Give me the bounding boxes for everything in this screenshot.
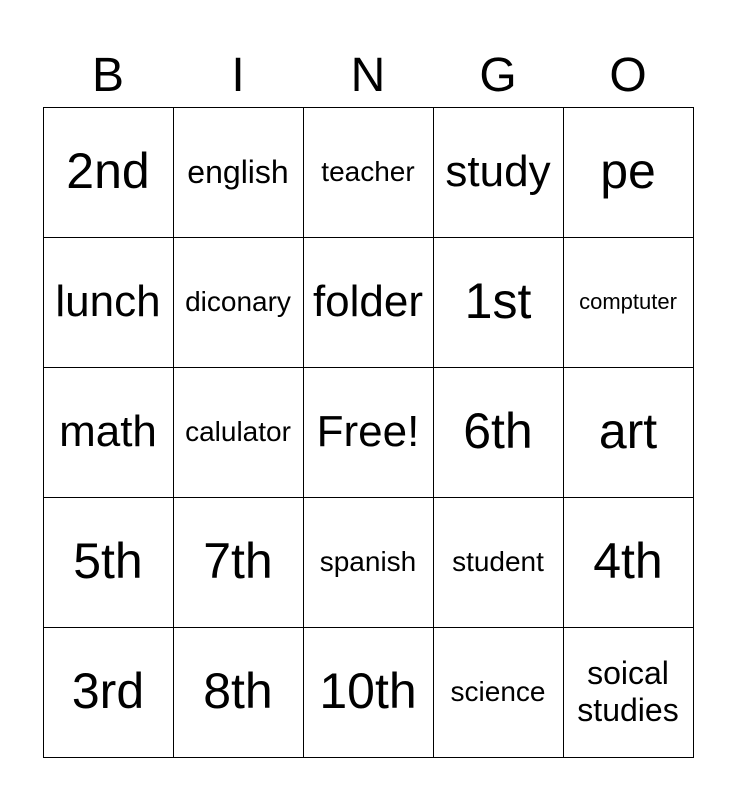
bingo-cell[interactable]: 7th xyxy=(173,497,304,628)
bingo-cell[interactable]: 1st xyxy=(433,237,564,368)
bingo-cell[interactable]: diconary xyxy=(173,237,304,368)
bingo-cell[interactable]: pe xyxy=(563,107,694,238)
bingo-cell[interactable]: lunch xyxy=(43,237,174,368)
bingo-cell[interactable]: comptuter xyxy=(563,237,694,368)
bingo-cell[interactable]: 8th xyxy=(173,627,304,758)
bingo-cell[interactable]: english xyxy=(173,107,304,238)
bingo-cell[interactable]: science xyxy=(433,627,564,758)
bingo-cell[interactable]: teacher xyxy=(303,107,434,238)
bingo-cell[interactable]: calulator xyxy=(173,367,304,498)
bingo-cell[interactable]: 5th xyxy=(43,497,174,628)
free-space-cell[interactable]: Free! xyxy=(303,367,434,498)
bingo-cell[interactable]: spanish xyxy=(303,497,434,628)
bingo-cell[interactable]: 10th xyxy=(303,627,434,758)
bingo-cell[interactable]: 2nd xyxy=(43,107,174,238)
header-letter-i: I xyxy=(231,49,245,102)
bingo-cell[interactable]: folder xyxy=(303,237,434,368)
bingo-board xyxy=(43,107,693,757)
bingo-cell[interactable]: student xyxy=(433,497,564,628)
bingo-cell[interactable]: study xyxy=(433,107,564,238)
bingo-header xyxy=(43,48,693,104)
header-letter-n: N xyxy=(350,49,386,102)
bingo-cell[interactable]: soical studies xyxy=(563,627,694,758)
bingo-cell[interactable]: math xyxy=(43,367,174,498)
bingo-cell[interactable]: 3rd xyxy=(43,627,174,758)
bingo-cell[interactable]: 6th xyxy=(433,367,564,498)
header-letter-g: G xyxy=(479,49,517,102)
header-letter-b: B xyxy=(91,49,124,102)
header-letter-o: O xyxy=(609,49,647,102)
bingo-cell[interactable]: 4th xyxy=(563,497,694,628)
bingo-cell[interactable]: art xyxy=(563,367,694,498)
